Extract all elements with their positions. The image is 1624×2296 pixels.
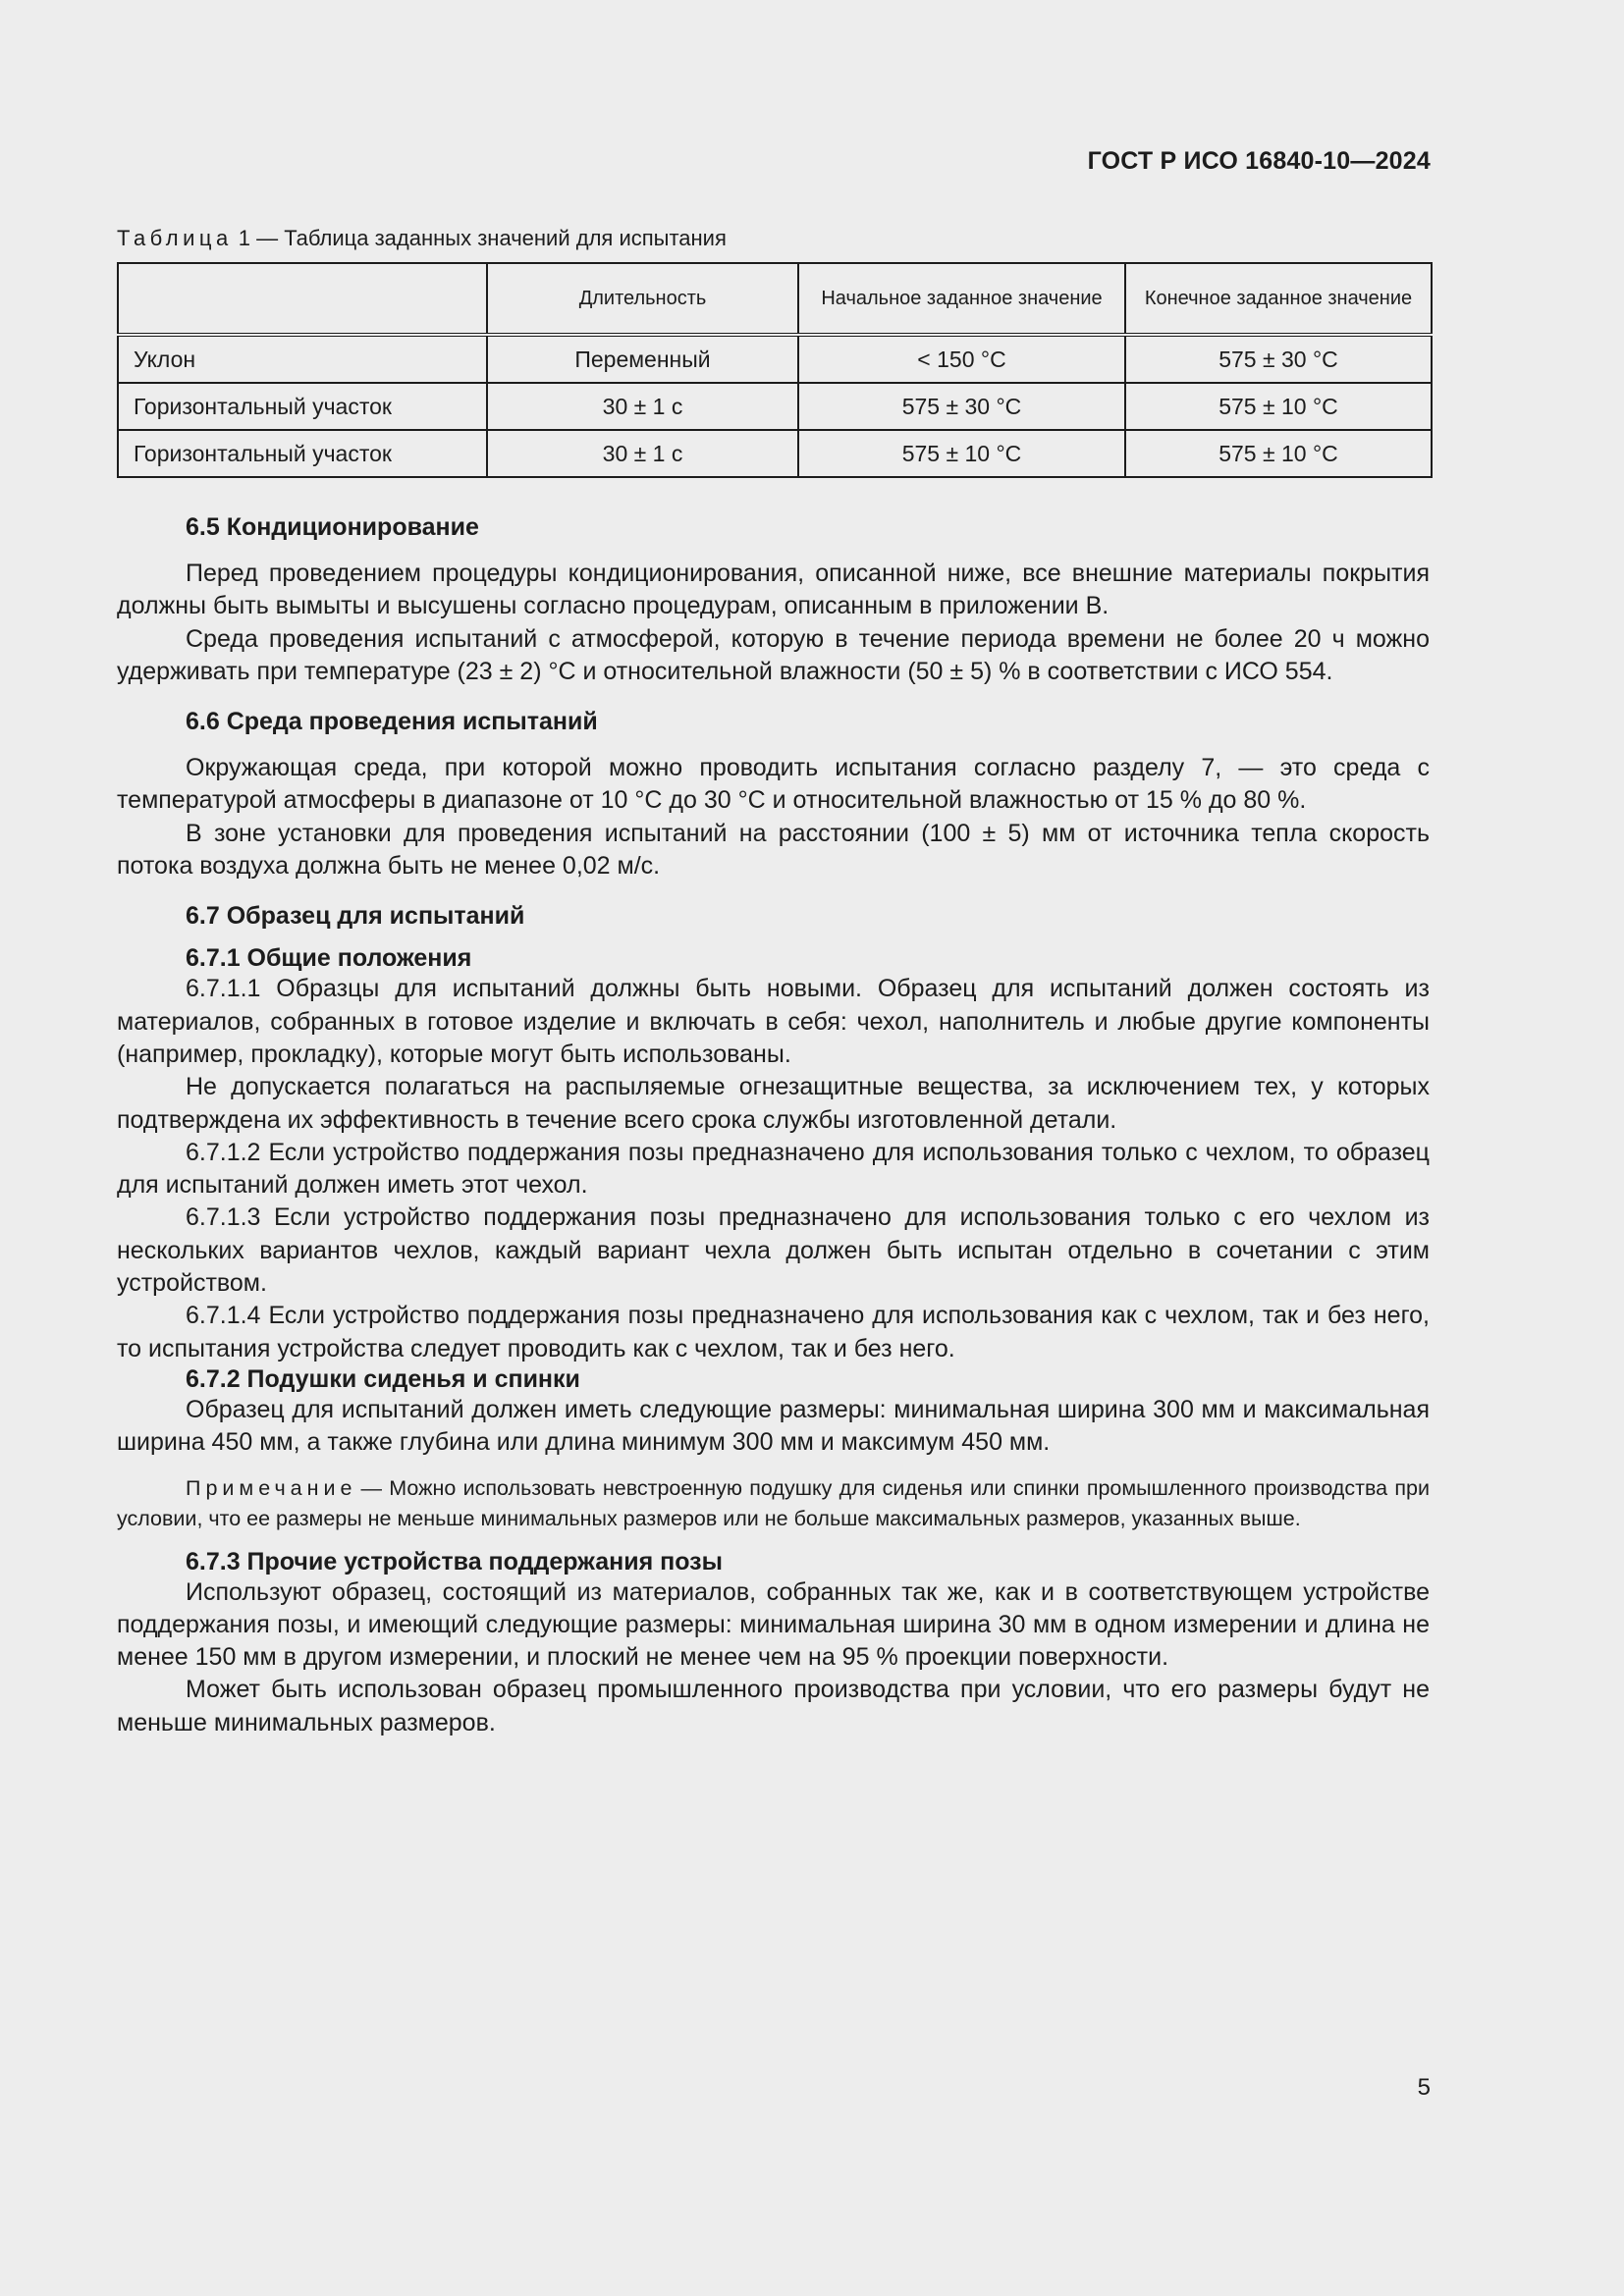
table-caption xyxy=(117,226,1430,251)
paragraph: Образец для испытаний должен иметь следующие размеры: минимальная ширина 300 мм и максимальная ширина 450 мм, а также глубина или длина минимум 300 мм и максимум 450 мм. xyxy=(117,1395,1430,1457)
standard-designation: ГОСТ Р ИСО 16840-10—2024 xyxy=(1087,147,1431,175)
table-header-cell xyxy=(118,263,487,335)
paragraph: 6.7.1.3 Если устройство поддержания позы предназначено для использования только с его чехлом из нескольких вариантов чехлов, каждый вариант чехла должен быть испытан отдельно в сочетании с этим устройством. xyxy=(117,1203,1430,1298)
table-cell: 575 ± 10 °С xyxy=(1125,430,1432,477)
paragraph: Не допускается полагаться на распыляемые огнезащитные вещества, за исключением тех, у которых подтверждена их эффективность в течение всего срока службы изготовленной детали. xyxy=(117,1073,1430,1134)
paragraph: В зоне установки для проведения испытаний на расстоянии (100 ± 5) мм от источника тепла скорость потока воздуха должна быть не менее 0,02 м/с. xyxy=(117,819,1430,881)
table-cell: Горизонтальный участок xyxy=(118,383,487,430)
table-row xyxy=(118,430,1432,477)
table-caption-prefix: Таблица xyxy=(117,226,233,250)
note xyxy=(117,1473,1430,1534)
section-heading-6-7-1: 6.7.1 Общие положения xyxy=(186,944,472,973)
table-cell: 30 ± 1 с xyxy=(487,430,798,477)
setpoint-table xyxy=(117,262,1433,478)
paragraph: Среда проведения испытаний с атмосферой, которую в течение периода времени не более 20 ч можно удерживать при температуре (23 ± 2) °С и относительной влажности (50 ± 5) % в соответствии с ИСО 554. xyxy=(117,624,1430,685)
paragraph: 6.7.1.1 Образцы для испытаний должны быть новыми. Образец для испытаний должен состоять из материалов, собранных в готовое изделие и включать в себя: чехол, наполнитель и любые другие компоненты (например, прокладку), которые могут быть использованы. xyxy=(117,975,1430,1068)
table-cell: Переменный xyxy=(487,335,798,383)
section-heading-6-6: 6.6 Среда проведения испытаний xyxy=(186,708,598,736)
section-heading-6-7: 6.7 Образец для испытаний xyxy=(186,902,525,931)
page-number: 5 xyxy=(1417,2074,1431,2101)
paragraph: Окружающая среда, при которой можно проводить испытания согласно разделу 7, — это среда с температурой атмосферы в диапазоне от 10 °С до 30 °С и относительной влажностью от 15 % до 80 %. xyxy=(117,754,1430,815)
table-cell: 30 ± 1 с xyxy=(487,383,798,430)
note-text: — Можно использовать невстроенную подушку для сиденья или спинки промышленного производства при условии, что ее размеры не меньше минимальных размеров или не больше максимальных размеров, указанных выше. xyxy=(117,1475,1430,1530)
table-caption-text: 1 — Таблица заданных значений для испытания xyxy=(238,226,727,250)
note-label: Примечание xyxy=(186,1475,357,1500)
table-header-cell: Длительность xyxy=(487,263,798,335)
section-heading-6-7-3: 6.7.3 Прочие устройства поддержания позы xyxy=(186,1547,723,1575)
table-cell: Горизонтальный участок xyxy=(118,430,487,477)
table-cell: 575 ± 10 °С xyxy=(798,430,1125,477)
table-header-cell: Конечное заданное значение xyxy=(1125,263,1432,335)
table-header-cell: Начальное заданное значение xyxy=(798,263,1125,335)
table-cell: 575 ± 30 °С xyxy=(798,383,1125,430)
paragraph: 6.7.1.2 Если устройство поддержания позы предназначено для использования только с чехлом, то образец для испытаний должен иметь этот чехол. xyxy=(117,1138,1430,1200)
paragraph: Перед проведением процедуры кондиционирования, описанной ниже, все внешние материалы покрытия должны быть вымыты и высушены согласно процедурам, описанным в приложении В. xyxy=(117,560,1430,620)
paragraph: Может быть использован образец промышленного производства при условии, что его размеры будут не меньше минимальных размеров. xyxy=(117,1676,1430,1736)
section-heading-6-7-2: 6.7.2 Подушки сиденья и спинки xyxy=(186,1364,580,1393)
table-row xyxy=(118,383,1432,430)
table-cell: 575 ± 30 °С xyxy=(1125,335,1432,383)
table-cell: < 150 °С xyxy=(798,335,1125,383)
table-cell: 575 ± 10 °С xyxy=(1125,383,1432,430)
table-row xyxy=(118,335,1432,383)
page-content xyxy=(117,226,1430,1739)
paragraph: Используют образец, состоящий из материалов, собранных так же, как и в соответствующем устройстве поддержания позы, и имеющий следующие размеры: минимальная ширина 30 мм в одном измерении и длина не менее 150 мм в другом измерении, и плоский не менее чем на 95 % проекции поверхности. xyxy=(117,1577,1430,1672)
paragraph: 6.7.1.4 Если устройство поддержания позы предназначено для использования как с чехлом, так и без него, то испытания устройства следует проводить как с чехлом, так и без него. xyxy=(117,1302,1430,1362)
table-cell: Уклон xyxy=(118,335,487,383)
section-heading-6-5: 6.5 Кондиционирование xyxy=(186,513,479,541)
table-header-row xyxy=(118,263,1432,335)
